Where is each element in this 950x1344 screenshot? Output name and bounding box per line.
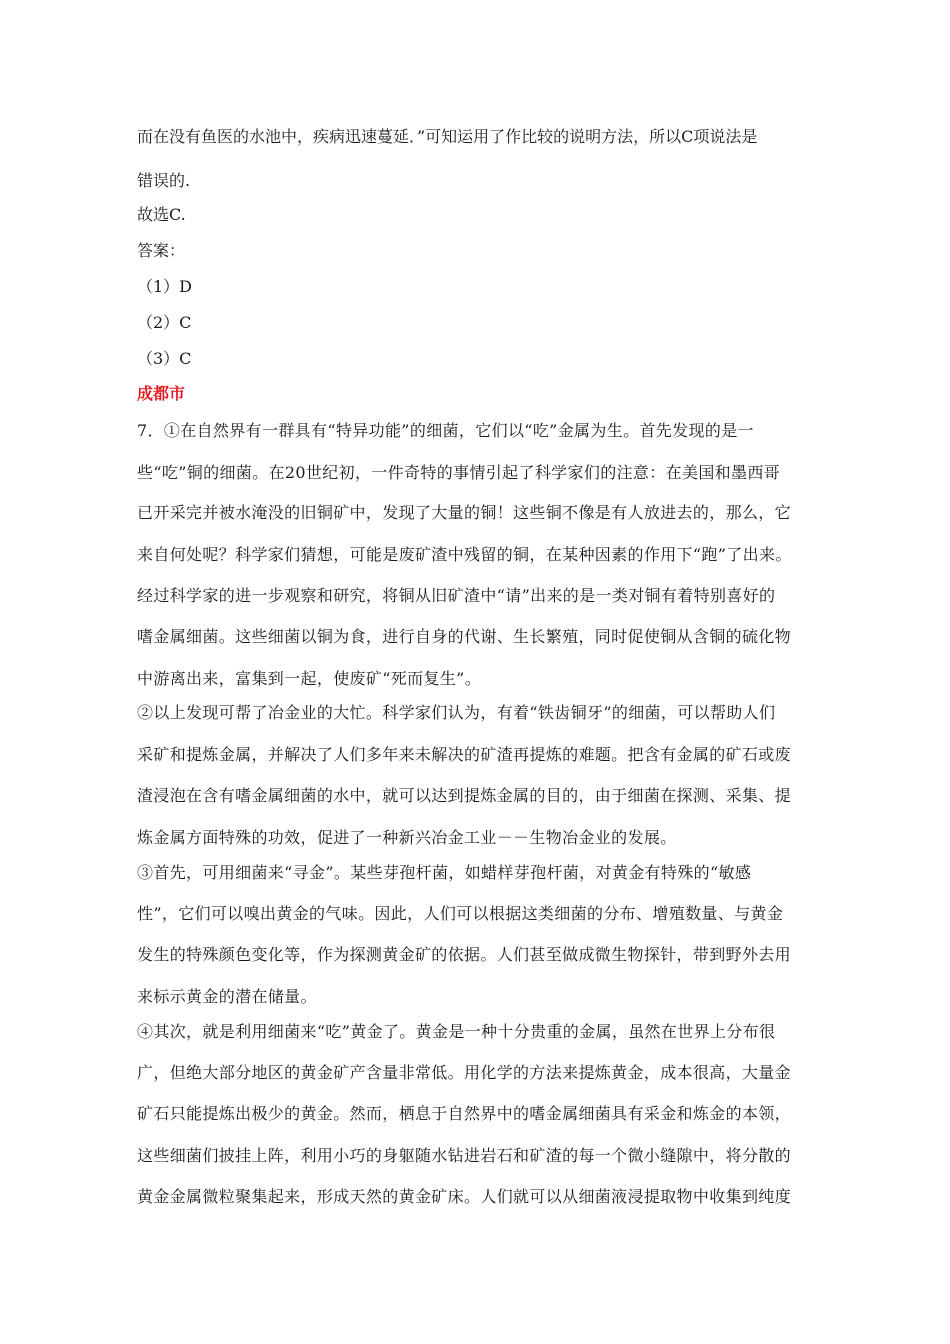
intro-line-1: 而在没有鱼医的水池中，疾病迅速蔓延．”可知运用了作比较的说明方法，所以C项说法是 [137,127,758,146]
paragraph-line: 中游离出来，富集到一起，使废矿“死而复生”。 [137,669,482,688]
paragraph-line: 这些细菌们披挂上阵，利用小巧的身躯随水钻进岩石和矿渣的每一个微小缝隙中，将分散的 [137,1146,792,1165]
paragraph-line: 来自何处呢？科学家们猜想，可能是废矿渣中残留的铜，在某种因素的作用下“跑”了出来。 [137,545,792,564]
paragraph-line: 已开采完并被水淹没的旧铜矿中，发现了大量的铜！这些铜不像是有人放进去的，那么，它 [137,503,792,522]
paragraph-line: ④其次，就是利用细菌来“吃”黄金了。黄金是一种十分贵重的金属，虽然在世界上分布很 [137,1022,776,1041]
paragraph-line: 广，但绝大部分地区的黄金矿产含量非常低。用化学的方法来提炼黄金，成本很高，大量金 [137,1063,792,1082]
paragraph-line: ③首先，可用细菌来“寻金”。某些芽孢杆菌，如蜡样芽孢杆菌，对黄金有特殊的“敏感 [137,863,752,882]
paragraph-line: 7．①在自然界有一群具有“特异功能”的细菌，它们以“吃”金属为生。首先发现的是一 [137,421,754,440]
answer-label: 答案： [137,241,186,260]
paragraph-line: 嗜金属细菌。这些细菌以铜为食，进行自身的代谢、生长繁殖，同时促使铜从含铜的硫化物 [137,627,792,646]
paragraph-line: 黄金金属微粒聚集起来，形成天然的黄金矿床。人们就可以从细菌液浸提取物中收集到纯度 [137,1187,792,1206]
section-heading: 成都市 [137,384,186,403]
paragraph-line: 发生的特殊颜色变化等，作为探测黄金矿的依据。人们甚至做成微生物探针，带到野外去用 [137,945,792,964]
paragraph-line: 些“吃”铜的细菌。在20世纪初，一件奇特的事情引起了科学家们的注意：在美国和墨西哥 [137,463,781,482]
paragraph-line: 矿石只能提炼出极少的黄金。然而，栖息于自然界中的嗜金属细菌具有采金和炼金的本领， [137,1104,792,1123]
intro-line-2: 错误的. [137,171,191,190]
paragraph-line: ②以上发现可帮了冶金业的大忙。科学家们认为，有着“铁齿铜牙”的细菌，可以帮助人们 [137,703,776,722]
paragraph-line: 采矿和提炼金属，并解决了人们多年来未解决的矿渣再提炼的难题。把含有金属的矿石或废 [137,745,792,764]
choice-line: 故选C. [137,205,186,224]
answer-1: （1）D [137,277,193,296]
answer-2: （2）C [137,313,192,332]
paragraph-line: 经过科学家的进一步观察和研究，将铜从旧矿渣中“请”出来的是一类对铜有着特别喜好的 [137,586,776,605]
paragraph-line: 炼金属方面特殊的功效，促进了一种新兴冶金工业－－生物冶金业的发展。 [137,828,677,847]
paragraph-line: 性”，它们可以嗅出黄金的气味。因此，人们可以根据这类细菌的分布、增殖数量、与黄金 [137,904,784,923]
paragraph-line: 来标示黄金的潜在储量。 [137,987,317,1006]
answer-3: （3）C [137,349,192,368]
paragraph-line: 渣浸泡在含有嗜金属细菌的水中，就可以达到提炼金属的目的，由于细菌在探测、采集、提 [137,786,792,805]
